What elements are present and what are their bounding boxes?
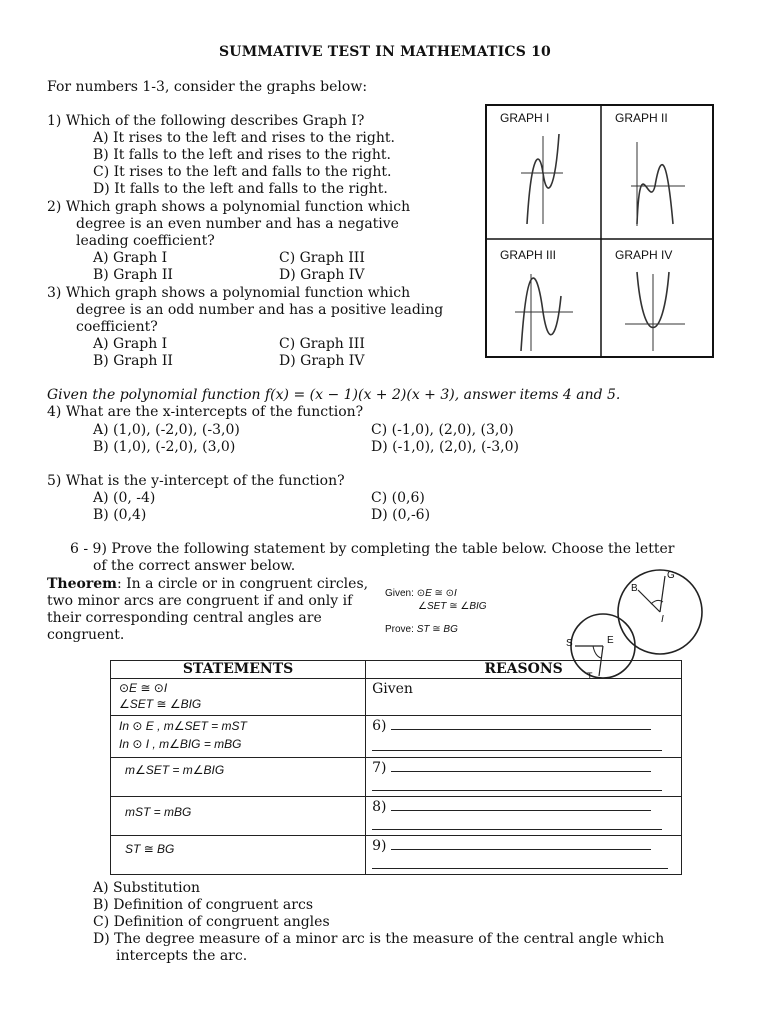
- table-row: [111, 679, 682, 716]
- question-6-9-line1: 6 - 9) Prove the following statement by completing the table below. Choose the letter: [70, 541, 675, 557]
- question-3-line3: coefficient?: [76, 319, 158, 335]
- graph-3-label: GRAPH III: [500, 248, 557, 262]
- graph-2-plot: [631, 142, 685, 226]
- reason-9-field[interactable]: [366, 836, 681, 855]
- point-g: G: [667, 570, 675, 581]
- q2-choice-c[interactable]: C) Graph III: [279, 250, 365, 266]
- point-t: T: [587, 671, 593, 681]
- table-row: [111, 797, 682, 836]
- answer-d: D) The degree measure of a minor arc is the measure of the central angle which: [93, 931, 665, 947]
- theorem-line1: [47, 576, 368, 593]
- fig-given: [385, 588, 457, 599]
- statement-1b: ∠SET ≅ ∠BIG: [119, 697, 202, 711]
- question-4: 4) What are the x-intercepts of the function?: [47, 404, 364, 420]
- question-1: 1) Which of the following describes Graph I?: [47, 113, 365, 129]
- question-6-9-line2: of the correct answer below.: [93, 558, 296, 574]
- q5-choice-c[interactable]: C) (0,6): [371, 490, 425, 506]
- theorem-text-1: : In a circle or in congruent circles,: [116, 576, 369, 592]
- header-reasons: REASONS: [366, 661, 682, 679]
- question-3-line1: 3) Which graph shows a polynomial function which: [47, 285, 411, 301]
- table-row: [111, 716, 682, 758]
- fig-given-1: ⊙E ≅ ⊙I: [416, 588, 457, 599]
- question-3-line2: degree is an odd number and has a positive leading: [76, 302, 444, 318]
- q3-choice-c[interactable]: C) Graph III: [279, 336, 365, 352]
- question-5: 5) What is the y-intercept of the function?: [47, 473, 345, 489]
- fig-prove-stmt: ST ≅ BG: [416, 624, 458, 635]
- q5-choice-a[interactable]: A) (0, -4): [93, 490, 156, 506]
- reason-8-field[interactable]: [366, 797, 681, 816]
- question-2-line1: 2) Which graph shows a polynomial function which: [47, 199, 411, 215]
- reason-1: Given: [372, 681, 413, 697]
- reason-7-field[interactable]: [366, 758, 681, 777]
- point-b: B: [631, 583, 638, 594]
- q1-choice-d[interactable]: D) It falls to the left and falls to the right.: [93, 181, 388, 197]
- graphs-grid: [485, 104, 714, 358]
- theorem-line4: congruent.: [47, 627, 125, 643]
- statement-1a: ⊙E ≅ ⊙I: [119, 681, 168, 695]
- q4-choice-a[interactable]: A) (1,0), (-2,0), (-3,0): [93, 422, 240, 438]
- point-i: I: [661, 614, 664, 625]
- statement-4: mST = mBG: [125, 805, 192, 819]
- reason-7-label: 7): [372, 760, 387, 776]
- answer-c: C) Definition of congruent angles: [93, 914, 330, 930]
- question-2-line3: leading coefficient?: [76, 233, 215, 249]
- q3-choice-d[interactable]: D) Graph IV: [279, 353, 365, 369]
- point-s: S: [566, 638, 573, 649]
- reason-6-field[interactable]: [366, 716, 681, 735]
- theorem-line3: their corresponding central angles are: [47, 610, 322, 626]
- q3-choice-b[interactable]: B) Graph II: [93, 353, 173, 369]
- reason-9-label: 9): [372, 838, 387, 854]
- answer-d-cont: intercepts the arc.: [116, 948, 248, 964]
- q5-choice-d[interactable]: D) (0,-6): [371, 507, 431, 523]
- table-row: [111, 836, 682, 875]
- answer-a: A) Substitution: [93, 880, 201, 896]
- given-polynomial: Given the polynomial function f(x) = (x − 1)(x + 2)(x + 3), answer items 4 and 5.: [47, 387, 621, 403]
- fig-prove: [385, 624, 458, 635]
- reason-8-label: 8): [372, 799, 387, 815]
- q2-choice-a[interactable]: A) Graph I: [93, 250, 168, 266]
- statement-5: ST ≅ BG: [125, 842, 175, 856]
- page-title: SUMMATIVE TEST IN MATHEMATICS 10: [219, 44, 551, 60]
- graph-2-label: GRAPH II: [615, 111, 668, 125]
- graph-3-plot: [515, 274, 573, 351]
- question-2-line2: degree is an even number and has a negative: [76, 216, 399, 232]
- q5-choice-b[interactable]: B) (0,4): [93, 507, 147, 523]
- statement-2a: In ⊙ E , m∠SET = mST: [119, 719, 247, 733]
- point-e: E: [607, 635, 614, 646]
- theorem-label: Theorem: [47, 576, 117, 592]
- q1-choice-b[interactable]: B) It falls to the left and rises to the right.: [93, 147, 391, 163]
- q3-choice-a[interactable]: A) Graph I: [93, 336, 168, 352]
- table-row: [111, 758, 682, 797]
- proof-table: [110, 660, 682, 875]
- intro-text: For numbers 1-3, consider the graphs below:: [47, 79, 368, 95]
- q2-choice-b[interactable]: B) Graph II: [93, 267, 173, 283]
- fig-given-2: ∠SET ≅ ∠BIG: [418, 601, 487, 612]
- graph-1-label: GRAPH I: [500, 111, 550, 125]
- q1-choice-c[interactable]: C) It rises to the left and falls to the right.: [93, 164, 392, 180]
- theorem-line2: two minor arcs are congruent if and only if: [47, 593, 353, 609]
- header-statements: STATEMENTS: [111, 661, 366, 679]
- graphs-figure: [487, 106, 712, 356]
- q4-choice-d[interactable]: D) (-1,0), (2,0), (-3,0): [371, 439, 519, 455]
- statement-2b: In ⊙ I , m∠BIG = mBG: [119, 737, 242, 751]
- graph-4-plot: [625, 272, 685, 351]
- graph-4-label: GRAPH IV: [615, 248, 673, 262]
- q4-choice-c[interactable]: C) (-1,0), (2,0), (3,0): [371, 422, 514, 438]
- q2-choice-d[interactable]: D) Graph IV: [279, 267, 365, 283]
- fig-given-label: Given:: [385, 588, 414, 599]
- statement-3: m∠SET = m∠BIG: [125, 763, 225, 777]
- reason-6-label: 6): [372, 718, 387, 734]
- answer-b: B) Definition of congruent arcs: [93, 897, 314, 913]
- q1-choice-a[interactable]: A) It rises to the left and rises to the right.: [93, 130, 395, 146]
- q4-choice-b[interactable]: B) (1,0), (-2,0), (3,0): [93, 439, 236, 455]
- graph-1-plot: [521, 134, 563, 224]
- fig-prove-label: Prove:: [385, 624, 414, 635]
